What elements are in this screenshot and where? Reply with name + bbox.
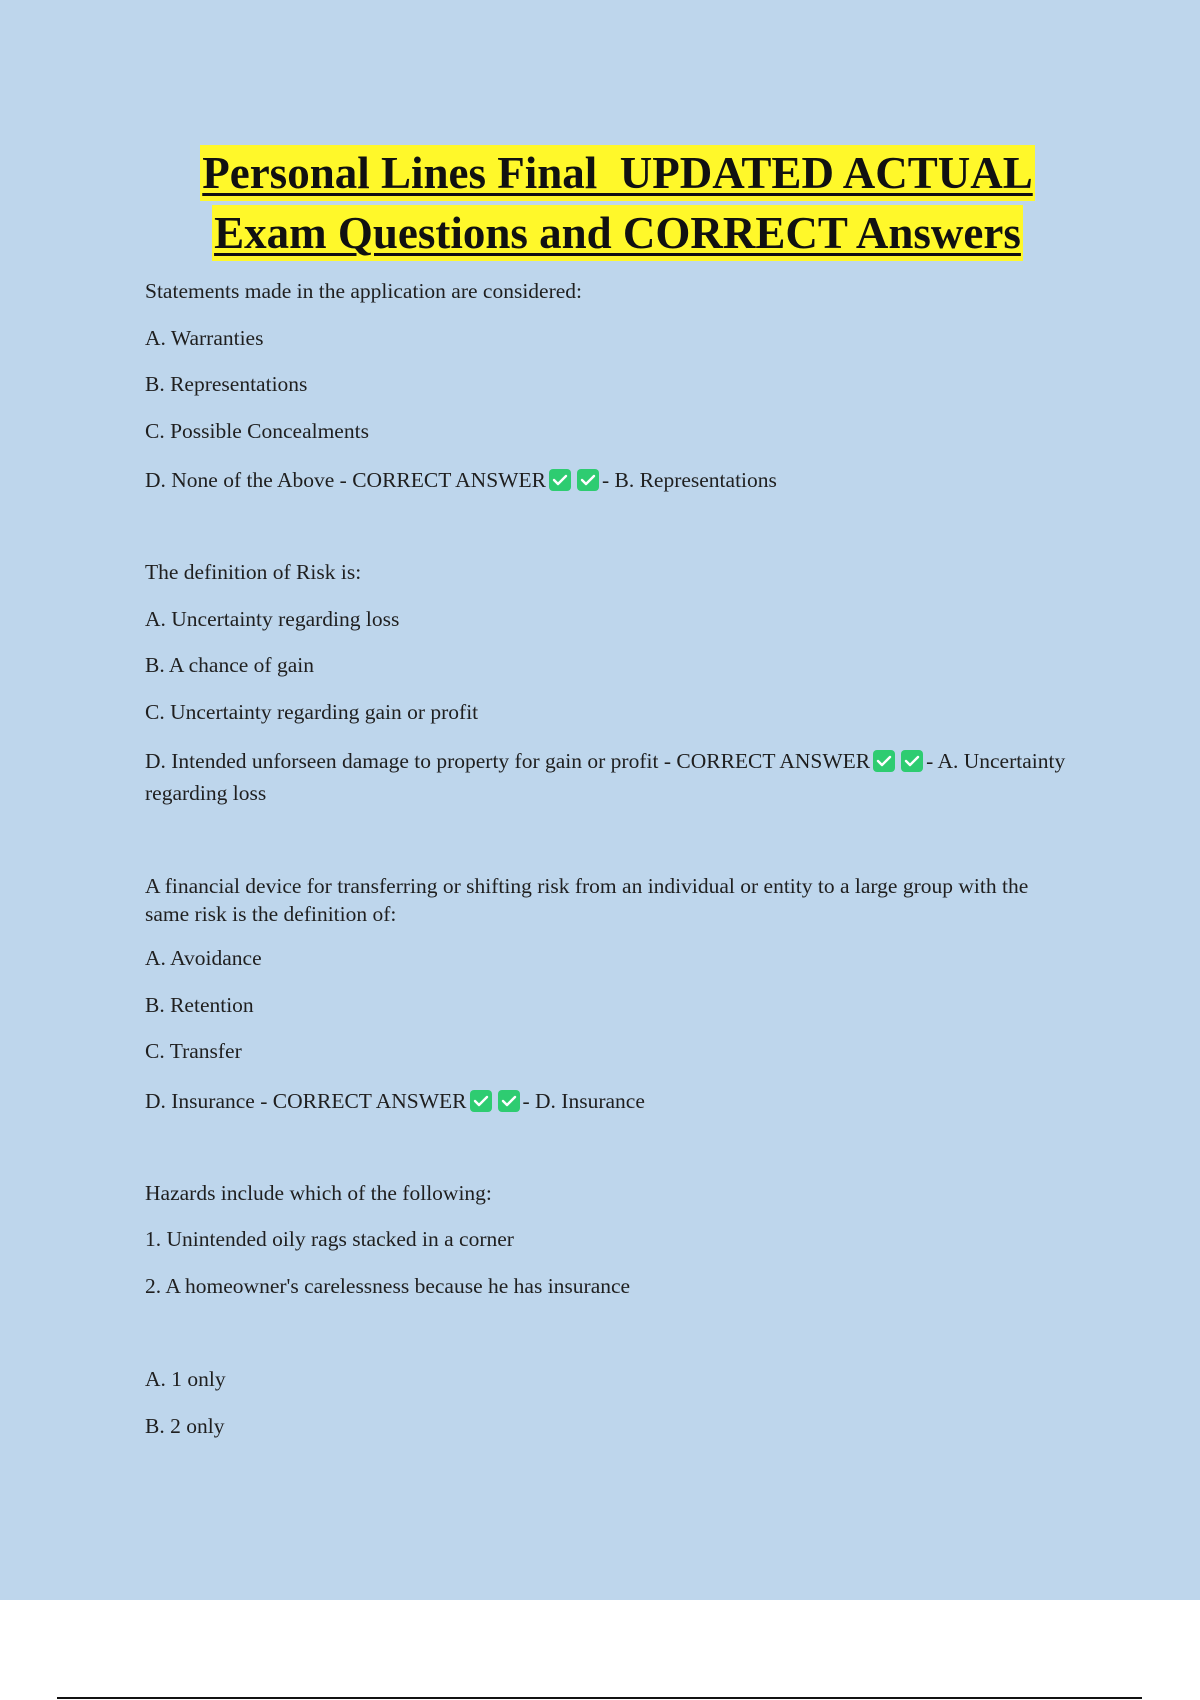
option-b: B. Retention — [145, 992, 254, 1017]
option-a: A. 1 only — [145, 1367, 226, 1391]
question-2 — [145, 559, 1075, 809]
option-c: C. Transfer — [145, 1039, 242, 1063]
correct-answer-label: CORRECT ANSWER — [676, 749, 871, 773]
statement-2: 2. A homeowner's carelessness because he has insurance — [145, 1273, 631, 1298]
option-d: D. None of the Above - — [145, 468, 353, 492]
option-b: B. A chance of gain — [145, 653, 314, 677]
footer-rule — [57, 1697, 1142, 1699]
correct-answer: - B. Representations — [601, 468, 777, 492]
check-icon — [577, 469, 599, 491]
option-b: B. 2 only — [145, 1413, 225, 1438]
correct-answer: - A. Uncertainty regarding loss — [145, 749, 1066, 805]
option-a: A. Warranties — [145, 325, 264, 350]
option-d-with-answer — [145, 464, 1075, 496]
title-line-2: Exam Questions and CORRECT Answers — [212, 205, 1023, 261]
option-d-with-answer — [145, 1085, 1075, 1117]
correct-answer-label: CORRECT ANSWER — [272, 1088, 467, 1113]
check-icon — [549, 469, 571, 491]
question-prompt: Statements made in the application are considered: — [145, 279, 583, 303]
question-prompt: The definition of Risk is: — [145, 560, 362, 584]
document-title — [150, 145, 1085, 261]
option-c: C. Possible Concealments — [145, 418, 369, 443]
title-line-1: Personal Lines Final UPDATED ACTUAL — [200, 145, 1034, 201]
question-prompt: Hazards include which of the following: — [145, 1180, 492, 1205]
statement-1: 1. Unintended oily rags stacked in a corner — [145, 1227, 514, 1251]
check-icon — [470, 1090, 492, 1112]
check-icon — [873, 750, 895, 772]
question-1 — [145, 278, 1075, 496]
question-prompt: A financial device for transferring or shifting risk from an individual or entity to a large group with the same risk is the definition of: — [145, 874, 1029, 926]
option-b: B. Representations — [145, 372, 308, 396]
check-icon — [901, 750, 923, 772]
question-4 — [145, 1180, 1075, 1439]
correct-answer: - D. Insurance — [522, 1088, 645, 1113]
option-a: A. Uncertainty regarding loss — [145, 606, 400, 631]
correct-answer-label: CORRECT ANSWER — [352, 468, 546, 492]
option-d: D. Insurance - — [145, 1088, 273, 1113]
option-a: A. Avoidance — [145, 946, 262, 970]
option-c: C. Uncertainty regarding gain or profit — [145, 699, 479, 724]
option-d-with-answer — [145, 745, 1075, 809]
question-3 — [145, 872, 1075, 1117]
option-d: D. Intended unforseen damage to property for gain or profit - — [145, 749, 677, 773]
question-list — [145, 278, 1075, 1459]
check-icon — [498, 1090, 520, 1112]
